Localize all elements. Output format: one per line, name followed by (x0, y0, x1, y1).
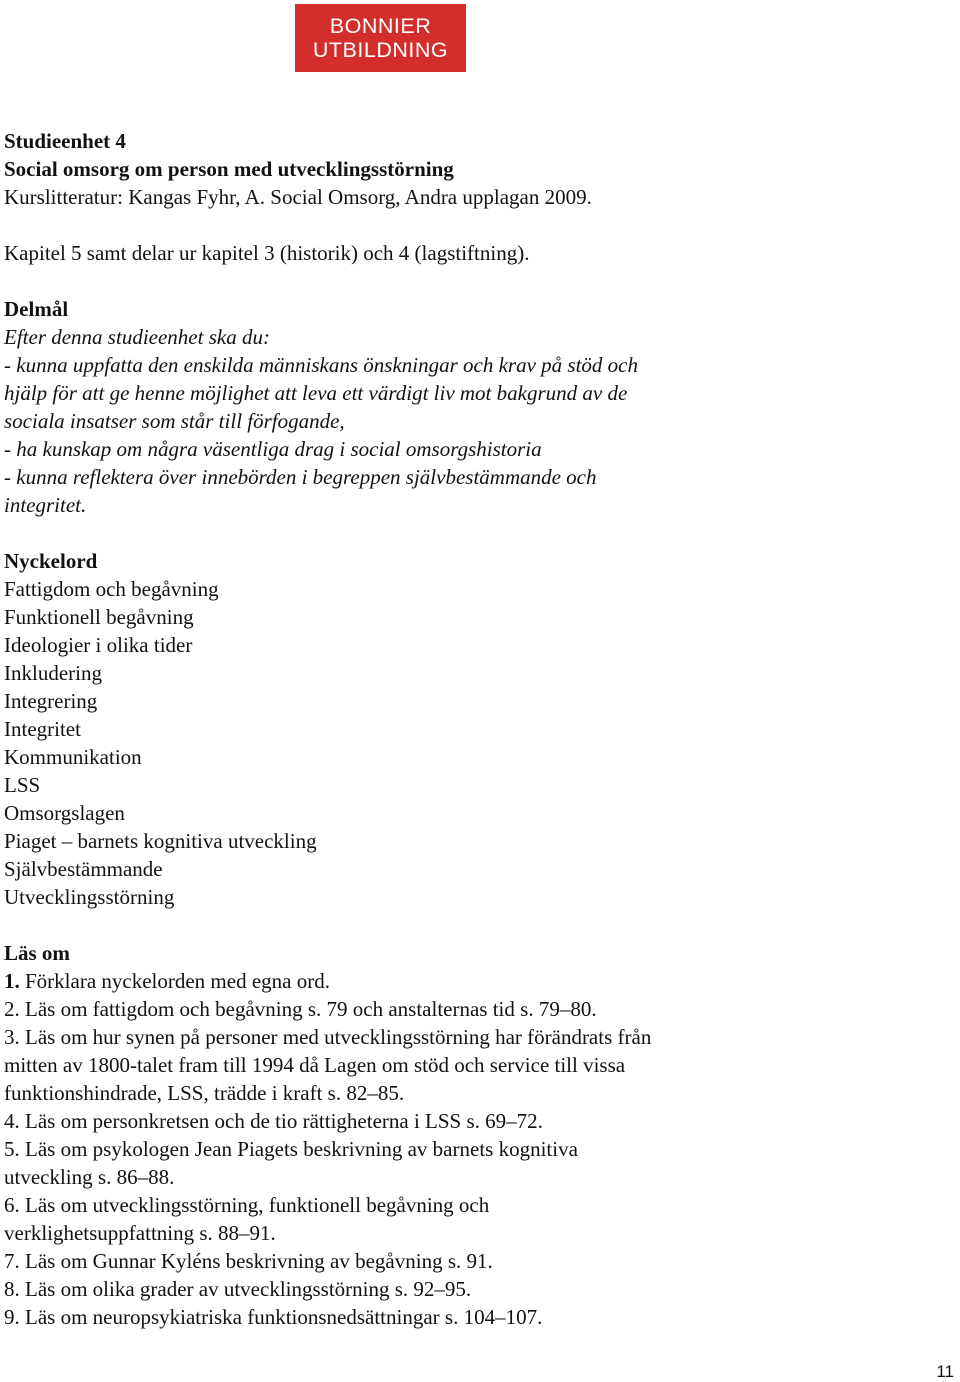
goals-line: - kunna uppfatta den enskilda människans önskningar och krav på stöd och (4, 353, 638, 377)
spacer (4, 211, 954, 239)
reading-task (4, 1135, 954, 1191)
page-title: Social omsorg om person med utvecklingsstörning (4, 157, 454, 181)
task-text: Läs om psykologen Jean Piagets beskrivning av barnets kognitiva (25, 1137, 578, 1161)
document-body (4, 127, 954, 1331)
task-number: 5. (4, 1137, 20, 1161)
reading-task (4, 967, 954, 995)
task-text: Läs om olika grader av utvecklingsstörning s. 92–95. (25, 1277, 472, 1301)
reading-task (4, 1303, 954, 1331)
reading-task (4, 1275, 954, 1303)
keyword-item: Integrering (4, 689, 98, 713)
study-unit-label: Studieenhet 4 (4, 129, 126, 153)
task-text: Förklara nyckelorden med egna ord. (25, 969, 330, 993)
spacer (4, 911, 954, 939)
keyword-item: Självbestämmande (4, 857, 163, 881)
keyword-item: Fattigdom och begåvning (4, 577, 219, 601)
page-number: 11 (936, 1362, 954, 1381)
task-text: Läs om Gunnar Kyléns beskrivning av begåvning s. 91. (25, 1249, 493, 1273)
goals-line: sociala insatser som står till förfogande, (4, 409, 345, 433)
task-text: utveckling s. 86–88. (4, 1165, 175, 1189)
course-literature: Kurslitteratur: Kangas Fyhr, A. Social Omsorg, Andra upplagan 2009. (4, 185, 592, 209)
keywords-heading: Nyckelord (4, 549, 98, 573)
keyword-item: Ideologier i olika tider (4, 633, 193, 657)
task-text: verklighetsuppfattning s. 88–91. (4, 1221, 276, 1245)
reading-task (4, 1023, 954, 1107)
task-text: Läs om personkretsen och de tio rättigheterna i LSS s. 69–72. (25, 1109, 543, 1133)
reading-task (4, 995, 954, 1023)
goals-line: - ha kunskap om några väsentliga drag i social omsorgshistoria (4, 437, 542, 461)
spacer (4, 267, 954, 295)
reading-task-list (4, 967, 954, 1331)
task-text: funktionshindrade, LSS, trädde i kraft s. 82–85. (4, 1081, 405, 1105)
goals-line: - kunna reflektera över innebörden i begreppen självbestämmande och (4, 465, 597, 489)
reading-task (4, 1247, 954, 1275)
keyword-item: Utvecklingsstörning (4, 885, 175, 909)
task-text: Läs om neuropsykiatriska funktionsnedsättningar s. 104–107. (25, 1305, 543, 1329)
task-text: mitten av 1800-talet fram till 1994 då Lagen om stöd och service till vissa (4, 1053, 626, 1077)
keyword-item: Integritet (4, 717, 81, 741)
keyword-item: LSS (4, 773, 41, 797)
task-number: 1. (4, 969, 20, 993)
spacer (4, 519, 954, 547)
goals-line: integritet. (4, 493, 87, 517)
task-number: 2. (4, 997, 20, 1021)
task-number: 6. (4, 1193, 20, 1217)
keyword-item: Piaget – barnets kognitiva utveckling (4, 829, 317, 853)
goals-heading: Delmål (4, 297, 69, 321)
keyword-item: Omsorgslagen (4, 801, 125, 825)
task-text: Läs om utvecklingsstörning, funktionell begåvning och (25, 1193, 490, 1217)
goals-line: hjälp för att ge henne möjlighet att leva ett värdigt liv mot bakgrund av de (4, 381, 628, 405)
keyword-item: Inkludering (4, 661, 102, 685)
task-number: 8. (4, 1277, 20, 1301)
task-text: Läs om hur synen på personer med utvecklingsstörning har förändrats från (25, 1025, 652, 1049)
task-text: Läs om fattigdom och begåvning s. 79 och anstalternas tid s. 79–80. (25, 997, 597, 1021)
keyword-item: Kommunikation (4, 745, 142, 769)
task-number: 4. (4, 1109, 20, 1133)
reading-heading: Läs om (4, 941, 70, 965)
task-number: 9. (4, 1305, 20, 1329)
reading-task (4, 1107, 954, 1135)
goals-line: Efter denna studieenhet ska du: (4, 325, 270, 349)
task-number: 3. (4, 1025, 20, 1049)
chapters-note: Kapitel 5 samt delar ur kapitel 3 (historik) och 4 (lagstiftning). (4, 241, 530, 265)
logo-line-1: BONNIER (329, 14, 432, 38)
task-number: 7. (4, 1249, 20, 1273)
reading-task (4, 1191, 954, 1247)
logo-line-2: UTBILDNING (312, 38, 449, 62)
bonnier-utbildning-logo (295, 4, 466, 72)
keyword-item: Funktionell begåvning (4, 605, 194, 629)
